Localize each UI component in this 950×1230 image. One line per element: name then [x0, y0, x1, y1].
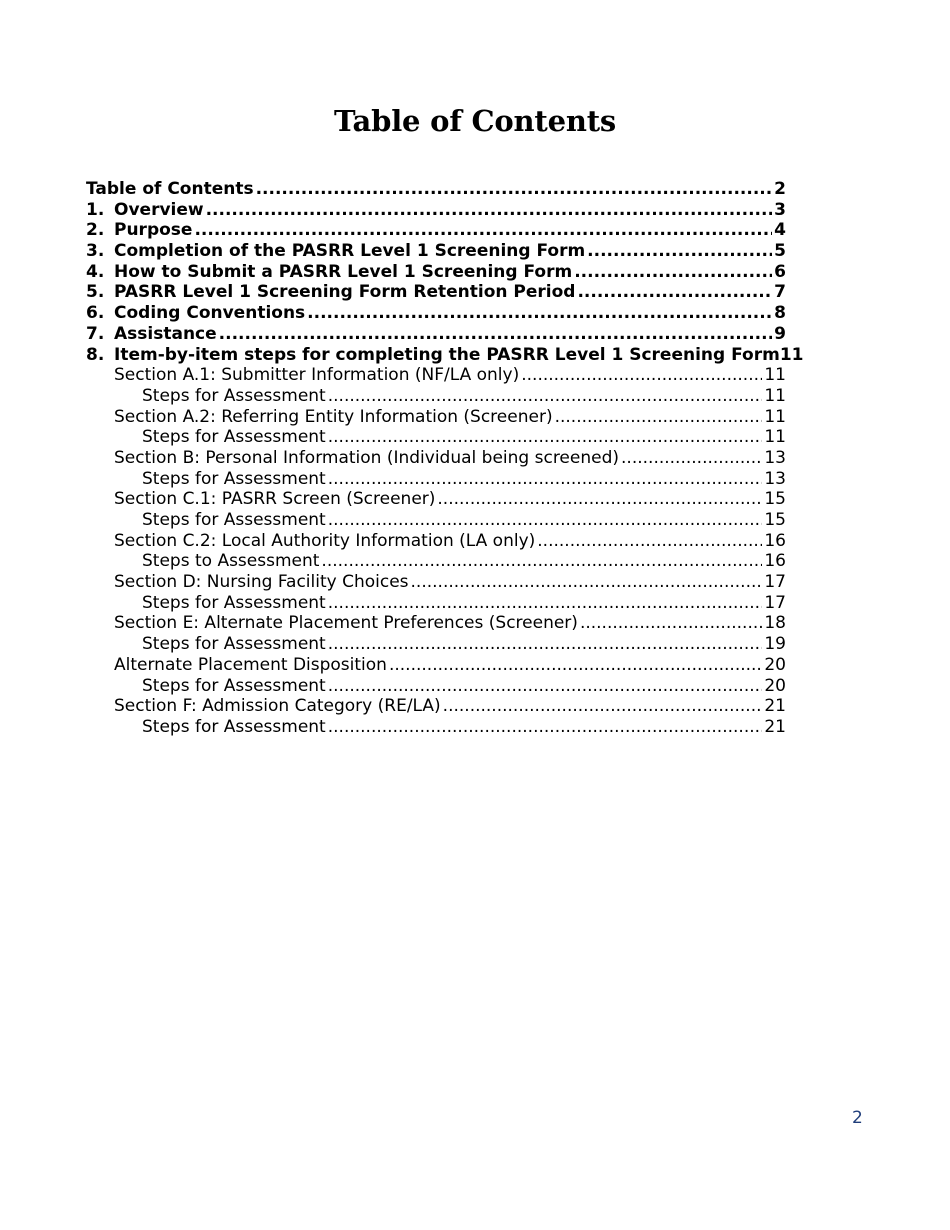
toc-entry-page: 13 — [764, 447, 786, 468]
toc-entry-label: Steps for Assessment — [142, 427, 326, 448]
toc-entry-label: Table of Contents — [86, 179, 254, 199]
toc-entry-page: 21 — [764, 696, 786, 717]
toc-subentry[interactable] — [86, 717, 786, 738]
toc-subentry[interactable] — [86, 386, 786, 407]
toc-entry-page: 11 — [764, 406, 786, 427]
toc-entry-page: 11 — [764, 365, 786, 386]
toc-subentry[interactable] — [86, 489, 786, 510]
toc-entry-page: 7 — [774, 282, 786, 303]
toc-entry[interactable] — [86, 200, 786, 221]
toc-entry-label: Coding Conventions — [114, 303, 306, 324]
toc-leader-dots — [219, 324, 773, 344]
toc-leader-dots — [437, 489, 762, 509]
toc-leader-dots — [307, 303, 772, 323]
toc-leader-dots — [328, 717, 763, 737]
toc-entry-label: Item-by-item steps for completing the PASRR Level 1 Screening Form — [114, 344, 780, 365]
toc-entry-page: 6 — [774, 261, 786, 282]
toc-entry-label: Section A.2: Referring Entity Information (Screener) — [114, 406, 553, 427]
toc-entry-label: Steps for Assessment — [142, 510, 326, 530]
toc-leader-dots — [389, 655, 762, 675]
toc-entry-number: 4. — [86, 261, 105, 282]
toc-subentry[interactable] — [86, 510, 786, 531]
toc-entry-label: How to Submit a PASRR Level 1 Screening Form — [114, 261, 573, 282]
toc-entry-label: Steps for Assessment — [142, 634, 326, 655]
toc-subentry[interactable] — [86, 469, 786, 490]
toc-entry-page: 16 — [764, 530, 786, 551]
toc-subentry[interactable] — [86, 365, 786, 386]
toc-entry-page: 11 — [779, 344, 804, 365]
toc-leader-dots — [577, 282, 772, 302]
page-number: 2 — [852, 1108, 863, 1128]
toc-leader-dots — [328, 427, 763, 447]
toc-subentry[interactable] — [86, 696, 786, 717]
toc-leader-dots — [555, 407, 763, 427]
toc-entry-page: 15 — [764, 489, 786, 510]
toc-entry-number: 5. — [86, 282, 105, 303]
toc-leader-dots — [328, 593, 763, 613]
toc-entry-number: 2. — [86, 220, 105, 241]
toc-entry-label: Alternate Placement Disposition — [114, 654, 387, 675]
toc-entry-number: 6. — [86, 303, 105, 324]
toc-subentry[interactable] — [86, 613, 786, 634]
toc-entry-page: 18 — [764, 613, 786, 634]
toc-leader-dots — [521, 365, 762, 385]
toc-entry-label: Steps for Assessment — [142, 592, 326, 613]
toc-entry[interactable] — [86, 262, 786, 283]
toc-entry-page: 17 — [764, 572, 786, 593]
toc-entry-label: PASRR Level 1 Screening Form Retention Period — [114, 282, 576, 303]
toc-entry-page: 13 — [764, 468, 786, 489]
toc-entry-label: Completion of the PASRR Level 1 Screening Form — [114, 241, 586, 262]
toc-leader-dots — [443, 696, 763, 716]
page-title: Table of Contents — [333, 104, 617, 138]
toc-entry-number: 8. — [86, 344, 105, 365]
toc-leader-dots — [194, 220, 772, 240]
toc-subentry[interactable] — [86, 427, 786, 448]
toc-leader-dots — [206, 200, 773, 220]
toc-subentry[interactable] — [86, 551, 786, 572]
toc-leader-dots — [574, 262, 772, 282]
toc-entry-label: Section C.2: Local Authority Information (LA only) — [114, 530, 536, 551]
toc-entry-page: 20 — [764, 654, 786, 675]
toc-leader-dots — [328, 386, 763, 406]
toc-entry[interactable] — [86, 282, 786, 303]
toc-entry-number: 7. — [86, 323, 105, 344]
toc-entry-label: Section D: Nursing Facility Choices — [114, 572, 409, 593]
toc-leader-dots — [256, 179, 773, 199]
toc-subentry[interactable] — [86, 448, 786, 469]
toc-entry[interactable] — [86, 241, 786, 262]
toc-subentry[interactable] — [86, 634, 786, 655]
toc-entry-page: 2 — [774, 179, 786, 199]
toc-entry-page: 11 — [764, 385, 786, 406]
toc-leader-dots — [580, 613, 762, 633]
toc-leader-dots — [328, 510, 763, 530]
toc-entry-number: 1. — [86, 199, 105, 220]
toc-entry-label: Steps for Assessment — [142, 675, 326, 696]
toc-leader-dots — [587, 241, 772, 261]
toc-entry-page: 20 — [764, 675, 786, 696]
toc-entry-label: Steps for Assessment — [142, 716, 326, 737]
toc-entry-label: Section B: Personal Information (Individual being screened) — [114, 447, 620, 468]
toc-subentry[interactable] — [86, 655, 786, 676]
toc-entry-page: 21 — [764, 716, 786, 737]
toc-leader-dots — [411, 572, 763, 592]
toc-entry-label: Overview — [114, 199, 204, 220]
table-of-contents — [86, 179, 804, 738]
toc-entry-page: 9 — [774, 323, 786, 344]
toc-entry-page: 3 — [774, 199, 786, 220]
toc-subentry[interactable] — [86, 572, 786, 593]
toc-entry-page: 4 — [774, 220, 786, 241]
toc-subentry[interactable] — [86, 407, 786, 428]
toc-leader-dots — [621, 448, 762, 468]
toc-subentry[interactable] — [86, 531, 786, 552]
toc-entry-page: 11 — [764, 427, 786, 448]
toc-entry-page: 5 — [774, 241, 786, 262]
toc-entry-label: Section F: Admission Category (RE/LA) — [114, 696, 441, 717]
toc-leader-dots — [328, 634, 763, 654]
toc-entry[interactable] — [86, 324, 786, 345]
toc-leader-dots — [537, 531, 762, 551]
toc-entry-page: 15 — [764, 510, 786, 530]
toc-entry-page: 16 — [764, 551, 786, 572]
toc-entry-label: Steps for Assessment — [142, 468, 326, 489]
toc-entry-page: 19 — [764, 634, 786, 655]
toc-entry-label: Assistance — [114, 323, 217, 344]
toc-entry[interactable] — [86, 345, 808, 366]
toc-entry-number: 3. — [86, 241, 105, 262]
toc-entry-label: Section A.1: Submitter Information (NF/LA only) — [114, 365, 520, 386]
toc-subentry[interactable] — [86, 593, 786, 614]
toc-leader-dots — [328, 469, 763, 489]
toc-entry-label: Section E: Alternate Placement Preferences (Screener) — [114, 613, 578, 634]
toc-entry[interactable] — [86, 303, 786, 324]
toc-entry[interactable] — [86, 179, 786, 200]
toc-subentry[interactable] — [86, 676, 786, 697]
toc-leader-dots — [328, 676, 763, 696]
toc-entry-label: Steps to Assessment — [142, 551, 320, 572]
toc-entry[interactable] — [86, 220, 786, 241]
toc-entry-label: Steps for Assessment — [142, 385, 326, 406]
toc-entry-label: Purpose — [114, 220, 193, 241]
toc-entry-page: 8 — [774, 303, 786, 324]
toc-leader-dots — [321, 551, 762, 571]
toc-entry-label: Section C.1: PASRR Screen (Screener) — [114, 489, 436, 510]
toc-entry-page: 17 — [764, 592, 786, 613]
